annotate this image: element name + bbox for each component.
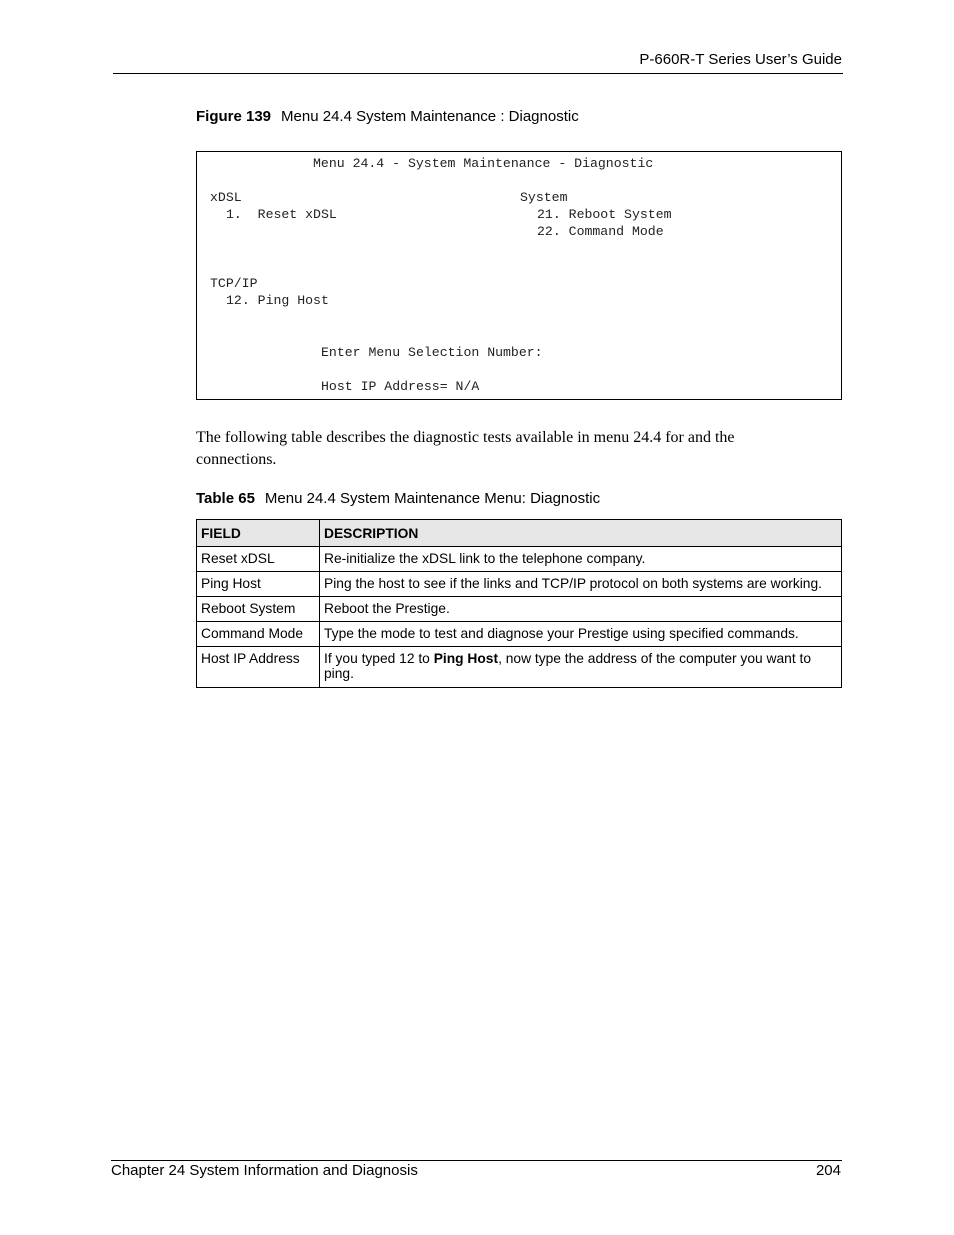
header-rule (113, 73, 843, 74)
description-cell (320, 647, 842, 688)
terminal-tcpip-heading: TCP/IP (210, 276, 258, 291)
field-cell: Reset xDSL (197, 547, 320, 572)
terminal-menu-title: Menu 24.4 - System Maintenance - Diagnostic (313, 156, 654, 171)
terminal-xdsl-heading: xDSL (210, 190, 242, 205)
table-header-row (197, 520, 842, 547)
description-text: If you typed 12 to (324, 651, 434, 666)
description-cell: Type the mode to test and diagnose your Prestige using specified commands. (320, 622, 842, 647)
footer-rule (111, 1160, 842, 1161)
table-row (197, 547, 842, 572)
description-cell: Reboot the Prestige. (320, 597, 842, 622)
table-row (197, 572, 842, 597)
header-description: DESCRIPTION (320, 520, 842, 547)
terminal-option-ping-host: 12. Ping Host (226, 293, 329, 308)
table-row (197, 647, 842, 688)
page-header-title: P-660R-T Series User’s Guide (639, 51, 842, 68)
field-cell: Reboot System (197, 597, 320, 622)
body-paragraph: The following table describes the diagnostic tests available in menu 24.4 for and the connections. (196, 429, 735, 468)
table-caption (196, 490, 600, 508)
terminal-selection-prompt: Enter Menu Selection Number: (321, 345, 543, 360)
table-row (197, 622, 842, 647)
figure-title: Menu 24.4 System Maintenance : Diagnostic (281, 108, 579, 125)
table-label: Table 65 (196, 490, 255, 507)
table-title: Menu 24.4 System Maintenance Menu: Diagnostic (264, 490, 601, 507)
field-cell: Command Mode (197, 622, 320, 647)
table-row (197, 597, 842, 622)
description-bold-term: Ping Host (433, 651, 499, 666)
field-cell: Ping Host (197, 572, 320, 597)
header-field: FIELD (197, 520, 320, 547)
footer-page-number: 204 (815, 1162, 841, 1179)
footer-chapter: Chapter 24 System Information and Diagnosis (111, 1162, 418, 1179)
description-cell: Re-initialize the xDSL link to the telephone company. (320, 547, 842, 572)
terminal-option-reset-xdsl: 1. Reset xDSL (226, 207, 337, 222)
diagnostic-table (196, 519, 842, 688)
figure-caption (196, 108, 579, 126)
field-cell: Host IP Address (197, 647, 320, 688)
terminal-host-ip: Host IP Address= N/A (321, 379, 480, 394)
terminal-option-command-mode: 22. Command Mode (537, 224, 664, 239)
figure-label: Figure 139 (196, 108, 272, 125)
description-text: , now type the address of the computer you want to ping. (324, 651, 811, 681)
terminal-screen (196, 151, 842, 400)
description-cell: Ping the host to see if the links and TCP/IP protocol on both systems are working. (320, 572, 842, 597)
terminal-system-heading: System (520, 190, 568, 205)
terminal-option-reboot-system: 21. Reboot System (537, 207, 672, 222)
